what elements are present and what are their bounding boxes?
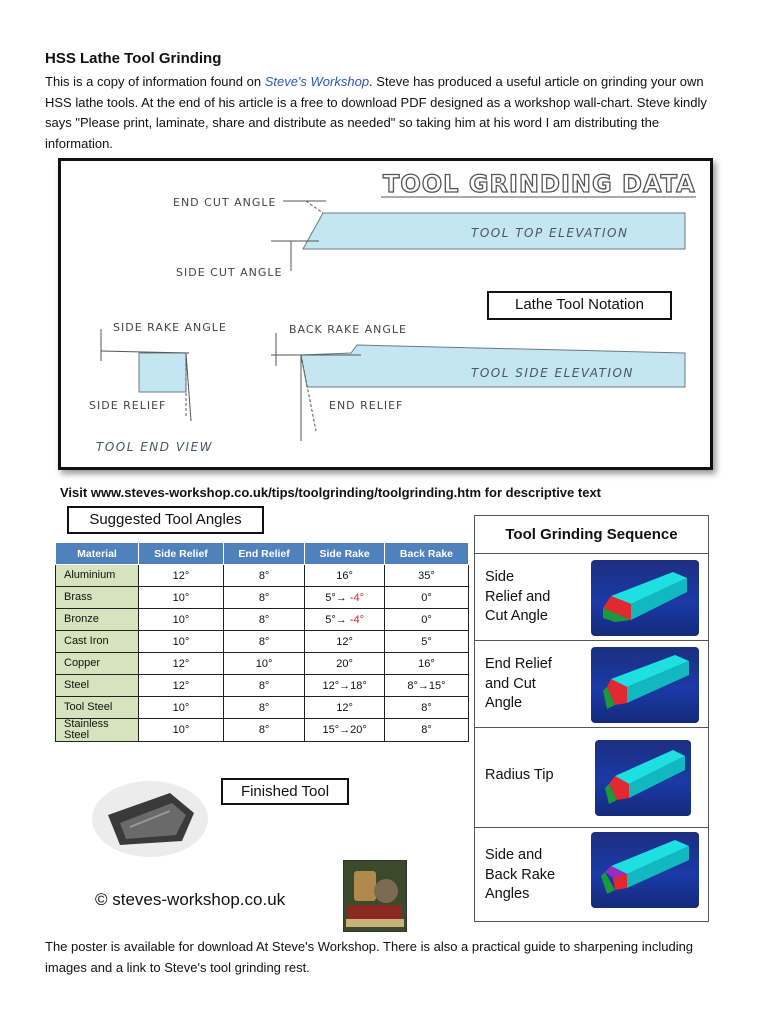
cell-value: 8°→15° xyxy=(407,679,446,692)
cell-value: 8° xyxy=(258,724,270,736)
cell-value: 16° xyxy=(418,657,435,670)
table-row xyxy=(56,565,469,587)
cell-value: Bronze xyxy=(64,613,99,625)
header-end-relief: End Relief xyxy=(223,543,304,565)
cell-side-relief xyxy=(139,565,224,587)
step-2-line-1: End Relief xyxy=(485,656,552,672)
cell-value: 8° xyxy=(258,679,270,692)
cell-material xyxy=(56,631,139,653)
back-rake-angle-label: BACK RAKE ANGLE xyxy=(289,323,408,336)
cell-back-rake xyxy=(384,631,468,653)
cell-side-relief xyxy=(139,631,224,653)
cell-value: 8° xyxy=(258,591,270,604)
cell-value: 10° xyxy=(172,635,190,648)
step-1-line-2: Relief and xyxy=(485,588,551,605)
cell-back-rake xyxy=(384,609,468,631)
cell-value: 10° xyxy=(172,701,190,714)
cell-value: 12° xyxy=(336,701,353,714)
cell-value: 8° xyxy=(421,724,432,736)
step-3-image xyxy=(595,740,691,816)
header-material: Material xyxy=(56,543,139,565)
side-relief-label: SIDE RELIEF xyxy=(89,399,167,412)
cell-value: 10° xyxy=(172,724,190,736)
tool-end-view-shape xyxy=(139,353,186,392)
cell-end-relief xyxy=(223,697,304,719)
sequence-step-2 xyxy=(475,640,708,727)
intro-text-end: . Steve has produced a useful article on grinding your own HSS lathe tools. At the end of his article is a free to download PDF designed as a workshop wall-chart. Steve kindly says "Please print, laminate, share and distribute as needed" so taking him at his word I am distributing the information. xyxy=(45,74,707,151)
cell-value: 0° xyxy=(421,613,432,626)
cell-value: 15°→20° xyxy=(322,724,367,736)
finished-tool-photo xyxy=(90,775,210,860)
cell-end-relief xyxy=(223,631,304,653)
cell-back-rake xyxy=(384,653,468,675)
cell-value: 12° xyxy=(336,635,353,648)
cell-side-rake xyxy=(305,609,385,631)
cell-value: 20° xyxy=(336,657,353,670)
tool-angles-body xyxy=(56,565,469,742)
cell-side-relief xyxy=(139,587,224,609)
cell-value: 8° xyxy=(258,701,270,714)
table-row xyxy=(56,609,469,631)
cell-value: 10° xyxy=(172,591,190,604)
cell-value: 35° xyxy=(418,569,435,582)
cell-side-relief xyxy=(139,697,224,719)
cell-side-rake xyxy=(305,697,385,719)
cell-value: 10° xyxy=(172,613,190,626)
cell-side-relief xyxy=(139,675,224,697)
suggested-tool-angles-label: Suggested Tool Angles xyxy=(67,506,264,534)
table-header-row xyxy=(56,543,469,565)
sequence-step-3 xyxy=(475,727,708,827)
step-1-image xyxy=(591,560,699,636)
copyright-text: © steves-workshop.co.uk xyxy=(95,890,286,909)
step-4-text xyxy=(485,846,585,905)
step-4-image xyxy=(591,832,699,908)
cell-side-relief xyxy=(139,609,224,631)
cell-side-rake xyxy=(305,631,385,653)
table-row xyxy=(56,653,469,675)
step-4-line-3: Angles xyxy=(485,886,530,902)
cell-value: 8° xyxy=(421,701,432,714)
cell-value: 12°→18° xyxy=(322,679,367,692)
intro-paragraph xyxy=(45,72,725,154)
engine-model-photo xyxy=(343,860,407,932)
tool-top-elevation-label: TOOL TOP ELEVATION xyxy=(471,226,629,240)
lathe-tool-notation-label: Lathe Tool Notation xyxy=(487,291,672,320)
cell-side-rake xyxy=(305,587,385,609)
cell-value: 0° xyxy=(421,591,432,604)
step-1-line-1: Side xyxy=(485,569,515,585)
visit-url-text: Visit www.steves-workshop.co.uk/tips/toolgrinding/toolgrinding.htm for descriptive text xyxy=(60,485,601,500)
cell-value: 12° xyxy=(172,569,190,582)
grinding-sequence-panel xyxy=(474,515,709,922)
cell-side-rake xyxy=(305,653,385,675)
step-2-line-2: and Cut xyxy=(485,675,536,692)
header-back-rake: Back Rake xyxy=(384,543,468,565)
poster-diagram xyxy=(58,158,713,470)
cell-side-rake xyxy=(305,719,385,742)
finished-tool-label: Finished Tool xyxy=(221,778,349,805)
cell-value: 5°→ xyxy=(325,591,350,604)
cell-back-rake xyxy=(384,587,468,609)
steves-workshop-link[interactable]: Steve's Workshop xyxy=(264,74,370,89)
sequence-step-4 xyxy=(475,827,708,923)
cell-value: Brass xyxy=(64,591,93,603)
cell-back-rake xyxy=(384,697,468,719)
cell-material xyxy=(56,653,139,675)
cell-end-relief xyxy=(223,719,304,742)
cell-material xyxy=(56,719,139,742)
document-title: HSS Lathe Tool Grinding xyxy=(45,50,222,67)
header-side-relief: Side Relief xyxy=(139,543,224,565)
step-3-line-1: Radius Tip xyxy=(485,767,554,783)
cell-material xyxy=(56,675,139,697)
cell-value: Copper xyxy=(64,657,101,669)
cell-side-relief xyxy=(139,719,224,742)
step-2-image xyxy=(591,647,699,723)
cell-value: 5°→ xyxy=(325,613,350,626)
tool-side-elevation-label: TOOL SIDE ELEVATION xyxy=(471,366,634,380)
tool-angles-table xyxy=(55,542,469,742)
cell-value: 8° xyxy=(258,569,270,582)
cell-end-relief xyxy=(223,609,304,631)
header-side-rake: Side Rake xyxy=(305,543,385,565)
cell-value: 8° xyxy=(258,613,270,626)
cell-side-rake xyxy=(305,565,385,587)
cell-material xyxy=(56,609,139,631)
cell-value: 12° xyxy=(172,657,190,670)
table-row xyxy=(56,587,469,609)
step-4-line-1: Side and xyxy=(485,847,543,863)
table-row xyxy=(56,675,469,697)
poster-banner: TOOL GRINDING DATA xyxy=(383,170,696,198)
step-2-text xyxy=(485,655,585,714)
cell-value: Steel xyxy=(64,679,90,691)
cell-end-relief xyxy=(223,675,304,697)
tool-end-view-label: TOOL END VIEW xyxy=(96,440,214,454)
step-3-text xyxy=(485,766,585,786)
intro-text-start: This is a copy of information found on xyxy=(45,74,265,89)
cell-value: Tool Steel xyxy=(64,701,113,713)
cell-material xyxy=(56,565,139,587)
end-relief-label: END RELIEF xyxy=(329,399,404,412)
negative-rake-value: -4° xyxy=(349,591,364,604)
sequence-title: Tool Grinding Sequence xyxy=(475,516,708,554)
step-4-line-2: Back Rake xyxy=(485,866,556,883)
cell-value: 12° xyxy=(172,679,190,692)
outro-paragraph: The poster is available for download At Steve's Workshop. There is also a practical guide to sharpening including images and a link to Steve's tool grinding rest. xyxy=(45,939,694,975)
cell-back-rake xyxy=(384,719,468,742)
cell-value: 5° xyxy=(421,635,432,648)
cell-side-rake xyxy=(305,675,385,697)
step-1-line-3: Cut Angle xyxy=(485,608,548,624)
negative-rake-value: -4° xyxy=(349,613,364,626)
side-rake-angle-label: SIDE RAKE ANGLE xyxy=(113,321,227,334)
cell-value: 10° xyxy=(255,657,273,670)
table-row xyxy=(56,719,469,742)
sequence-step-1 xyxy=(475,553,708,640)
step-2-line-3: Angle xyxy=(485,695,523,711)
end-cut-angle-label: END CUT ANGLE xyxy=(173,196,277,209)
cell-value: Stainless Steel xyxy=(64,718,109,741)
side-cut-angle-label: SIDE CUT ANGLE xyxy=(176,266,283,279)
cell-value: 8° xyxy=(258,635,270,648)
table-row xyxy=(56,631,469,653)
step-1-text xyxy=(485,568,585,627)
cell-end-relief xyxy=(223,587,304,609)
cell-back-rake xyxy=(384,565,468,587)
cell-end-relief xyxy=(223,653,304,675)
cell-material xyxy=(56,587,139,609)
cell-value: Aluminium xyxy=(64,569,116,581)
cell-side-relief xyxy=(139,653,224,675)
cell-back-rake xyxy=(384,675,468,697)
cell-material xyxy=(56,697,139,719)
table-row xyxy=(56,697,469,719)
cell-end-relief xyxy=(223,565,304,587)
cell-value: 16° xyxy=(336,569,353,582)
cell-value: Cast Iron xyxy=(64,635,109,647)
